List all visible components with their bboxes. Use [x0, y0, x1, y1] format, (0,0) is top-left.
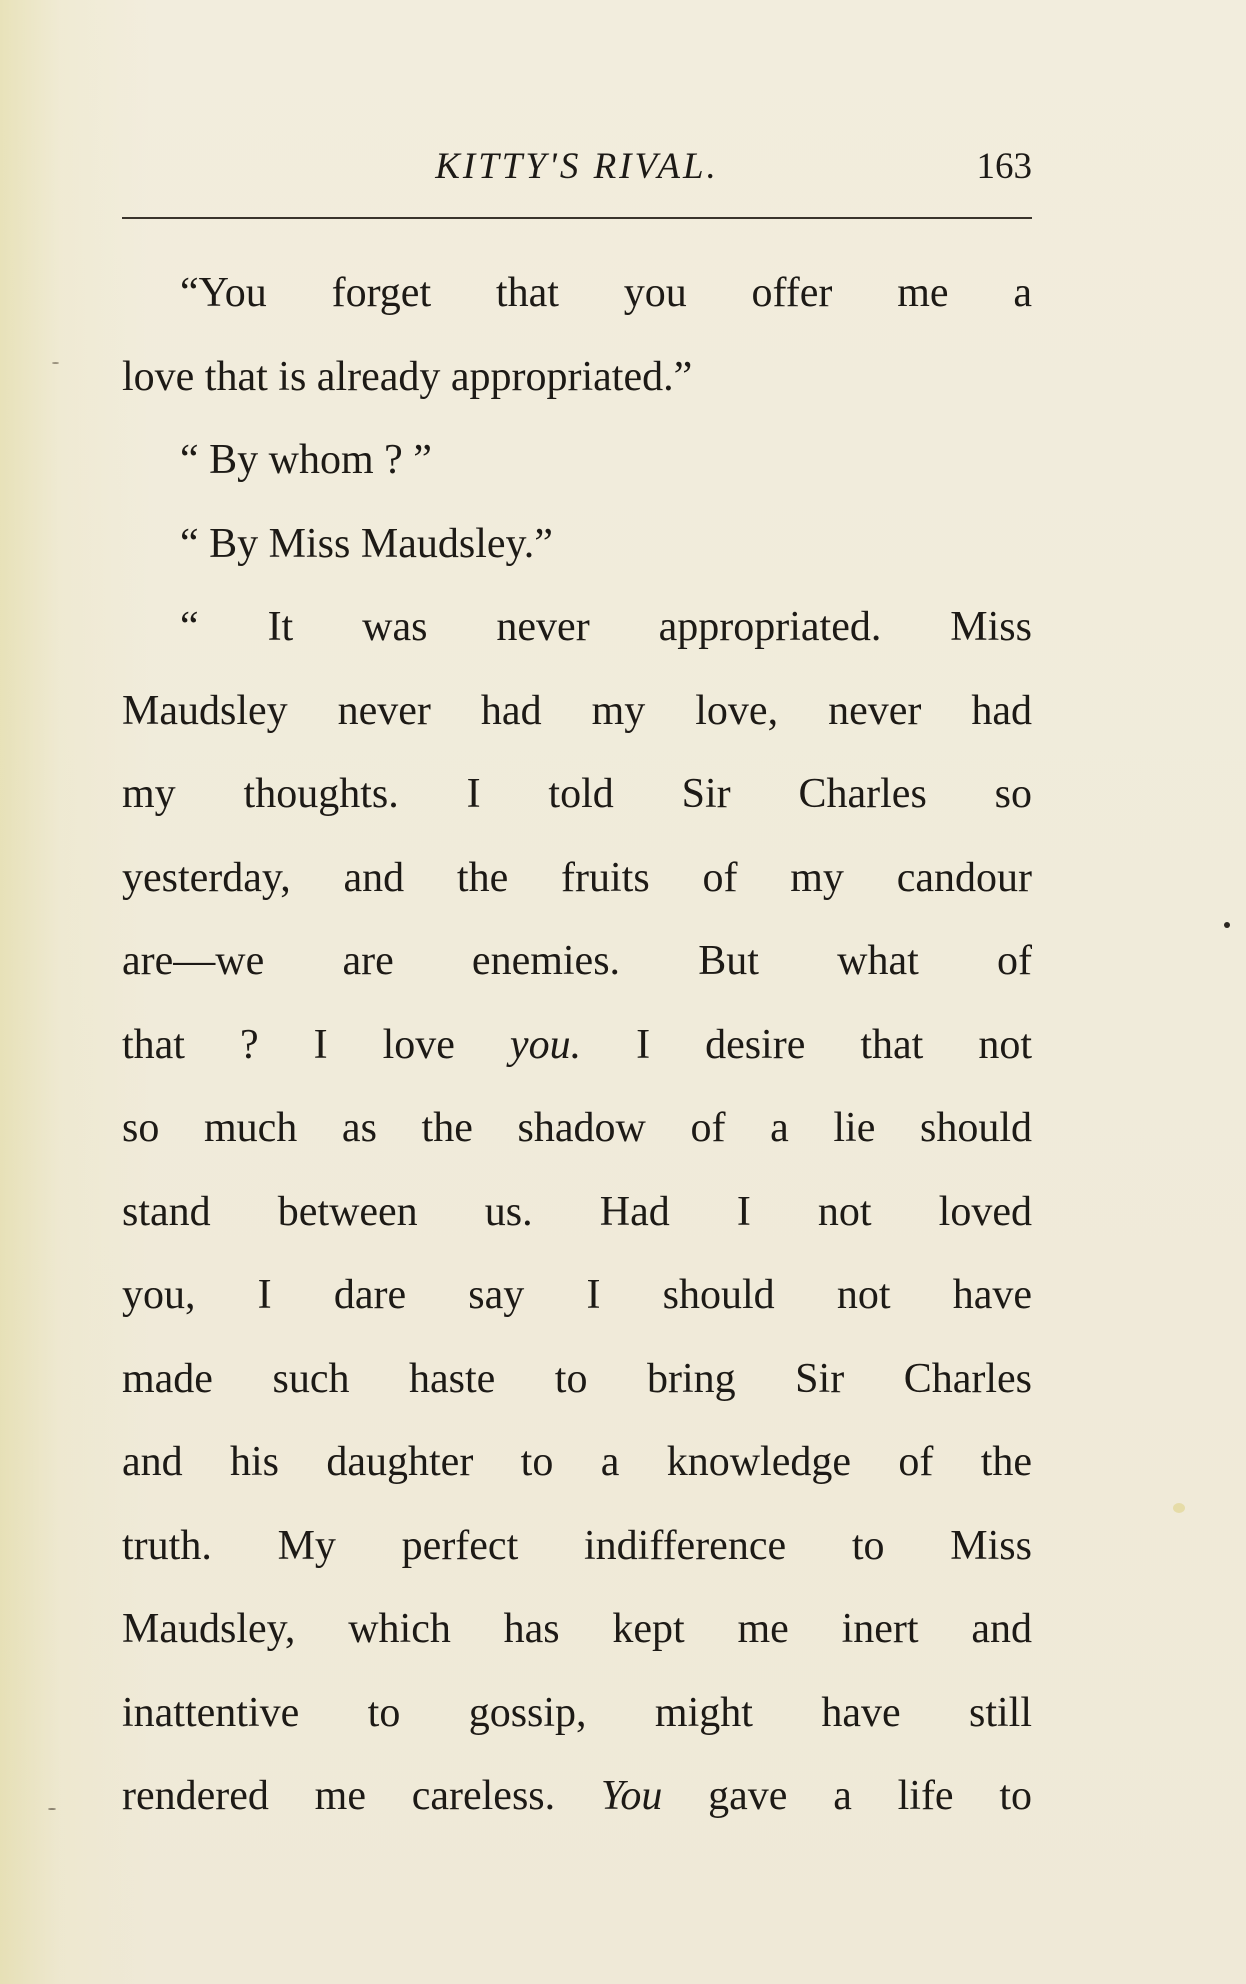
- text-line: so much as the shadow of a lie should: [122, 1105, 1032, 1151]
- text-line: “ By whom ? ”: [180, 437, 432, 483]
- ink-speck: [1173, 1503, 1185, 1513]
- text-line: are—we are enemies. But what of: [122, 938, 1032, 984]
- text-segment: gave a life to: [662, 1773, 1032, 1819]
- text-line: inattentive to gossip, might have still: [122, 1689, 1032, 1736]
- text-line: yesterday, and the fruits of my candour: [122, 854, 1032, 901]
- text-segment: that ? I love: [122, 1021, 510, 1068]
- text-line: you, I dare say I should not have: [122, 1272, 1032, 1318]
- header-rule: [122, 217, 1032, 219]
- emphasis-text: You: [600, 1773, 663, 1819]
- running-head: [122, 145, 1032, 189]
- text-line: love that is already appropriated.”: [122, 353, 693, 400]
- text-line: Maudsley never had my love, never had: [122, 687, 1032, 734]
- text-line: [122, 1004, 1032, 1088]
- text-line: stand between us. Had I not loved: [122, 1188, 1032, 1235]
- body-text: [122, 252, 1032, 1839]
- text-line: truth. My perfect indifference to Miss: [122, 1522, 1032, 1569]
- text-line: [122, 1755, 1032, 1839]
- page-number: 163: [976, 146, 1032, 187]
- ink-speck: [52, 362, 59, 364]
- text-segment: I desire that not: [581, 1021, 1032, 1068]
- text-segment: rendered me careless.: [122, 1773, 601, 1819]
- text-line: made such haste to bring Sir Charles: [122, 1355, 1032, 1402]
- text-line: Maudsley, which has kept me inert and: [122, 1606, 1032, 1652]
- ink-speck: [1224, 922, 1230, 928]
- text-line: and his daughter to a knowledge of the: [122, 1439, 1032, 1485]
- text-line: “You forget that you offer me a: [180, 270, 1032, 316]
- text-line: “ By Miss Maudsley.”: [180, 520, 553, 567]
- emphasis-text: you.: [509, 1021, 582, 1068]
- running-title: KITTY'S RIVAL.: [435, 146, 719, 187]
- text-line: my thoughts. I told Sir Charles so: [122, 771, 1032, 817]
- text-line: “ It was never appropriated. Miss: [180, 604, 1032, 650]
- ink-speck: [48, 1808, 56, 1810]
